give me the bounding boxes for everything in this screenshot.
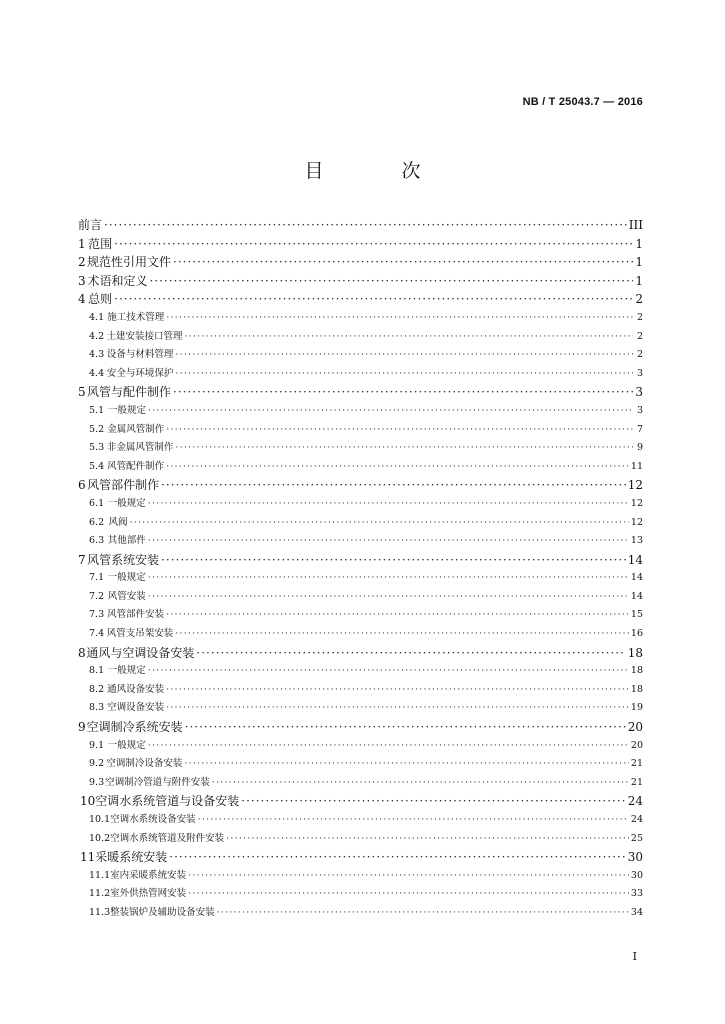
toc-entry-page: 14 — [630, 590, 643, 602]
standard-code: NB / T 25043.7 — 2016 — [522, 96, 643, 108]
toc-leader-dots — [188, 885, 629, 904]
toc-entry-label: 空调水系统管道及附件安装 — [110, 832, 225, 844]
toc-leader-dots — [175, 346, 633, 365]
toc-entry-label: 通风与空调设备安装 — [86, 645, 195, 660]
toc-leader-dots — [148, 402, 633, 421]
toc-entry[interactable] — [78, 365, 643, 384]
toc-entry-label: 土建安装接口管理 — [106, 330, 183, 342]
toc-entry-label: 总则 — [88, 292, 113, 307]
toc-entry[interactable] — [78, 458, 643, 477]
toc-leader-dots — [166, 681, 629, 700]
toc-entry-label: 一般规定 — [107, 572, 146, 584]
toc-entry-number: 8.3 — [89, 702, 105, 714]
toc-entry-page: 18 — [630, 665, 643, 677]
toc-leader-dots — [185, 718, 626, 737]
toc-leader-dots — [241, 792, 625, 811]
toc-leader-dots — [148, 532, 629, 551]
toc-entry-page: 34 — [630, 906, 643, 918]
toc-entry-page: 30 — [630, 869, 643, 881]
toc-entry-page: 20 — [627, 720, 643, 735]
toc-entry-label: 空调制冷管道与附件安装 — [105, 776, 210, 788]
toc-leader-dots — [114, 235, 633, 254]
toc-entry[interactable] — [78, 328, 643, 347]
toc-entry-number: 5.1 — [89, 404, 105, 416]
toc-entry[interactable] — [78, 718, 643, 737]
toc-entry[interactable] — [78, 346, 643, 365]
toc-entry-number: 11 — [80, 850, 96, 865]
toc-entry-number: 7.1 — [89, 572, 105, 584]
toc-entry-number: 4 — [78, 292, 86, 307]
toc-entry-page: 21 — [630, 776, 643, 788]
toc-leader-dots — [184, 755, 629, 774]
toc-entry-page: 13 — [630, 535, 643, 547]
toc-entry-number: 3 — [78, 273, 86, 288]
toc-entry-number: 11.3 — [89, 906, 111, 918]
toc-entry[interactable] — [78, 439, 643, 458]
toc-entry[interactable] — [78, 830, 643, 849]
toc-entry-page: 11 — [630, 460, 643, 472]
toc-leader-dots — [166, 606, 629, 625]
toc-entry-label: 风管部件安装 — [107, 609, 165, 621]
toc-entry-label: 一般规定 — [107, 404, 146, 416]
toc-entry[interactable] — [78, 904, 643, 923]
toc-leader-dots — [166, 309, 633, 328]
toc-entry[interactable] — [78, 588, 643, 607]
toc-entry-page: 2 — [636, 330, 643, 342]
toc-entry-page: 2 — [635, 292, 643, 307]
toc-entry-number: 4.2 — [89, 330, 105, 342]
toc-leader-dots — [188, 867, 629, 886]
toc-entry-page: 7 — [636, 423, 643, 435]
table-of-contents — [78, 216, 643, 923]
toc-entry-label: 风管与配件制作 — [87, 385, 172, 400]
toc-entry-number: 9 — [78, 720, 86, 735]
toc-entry-label: 设备与材料管理 — [106, 349, 174, 361]
toc-entry[interactable] — [78, 755, 643, 774]
toc-entry[interactable] — [78, 681, 643, 700]
toc-entry-label: 一般规定 — [107, 665, 146, 677]
toc-entry-number: 10.2 — [89, 832, 111, 844]
toc-leader-dots — [149, 272, 633, 291]
toc-entry-page: 24 — [627, 794, 643, 809]
toc-entry-label: 一般规定 — [107, 739, 146, 751]
toc-leader-dots — [161, 551, 626, 570]
toc-entry[interactable] — [78, 885, 643, 904]
toc-entry[interactable] — [78, 421, 643, 440]
toc-entry-label: 通风设备安装 — [107, 683, 165, 695]
toc-entry-label: 空调水系统设备安装 — [110, 814, 196, 825]
toc-entry-number: 5 — [78, 385, 86, 400]
toc-entry-label: 整装锅炉及辅助设备安装 — [110, 906, 215, 918]
toc-entry-number: 7.3 — [89, 609, 105, 621]
toc-entry-label: 空调制冷设备安装 — [106, 758, 183, 770]
toc-entry-number: 6.3 — [89, 535, 105, 547]
toc-entry-number: 7.4 — [89, 628, 105, 640]
toc-entry-page: 2 — [636, 311, 643, 323]
toc-leader-dots — [173, 253, 633, 272]
toc-entry-page: 2 — [636, 349, 643, 361]
toc-entry-page: 18 — [630, 683, 643, 695]
toc-entry-page: 16 — [630, 628, 643, 640]
toc-entry-label: 室内采暖系统安装 — [110, 869, 187, 881]
toc-entry-label: 其他部件 — [107, 535, 146, 547]
toc-leader-dots — [114, 290, 633, 309]
toc-entry-number: 11.1 — [89, 869, 111, 881]
toc-entry-label: 规范性引用文件 — [87, 255, 172, 270]
toc-entry[interactable] — [78, 551, 643, 570]
toc-entry-label: 室外供热管网安装 — [110, 888, 187, 900]
toc-leader-dots — [148, 662, 629, 681]
toc-entry-number: 4.1 — [89, 311, 105, 323]
toc-leader-dots — [185, 328, 633, 347]
toc-entry-label: 施工技术管理 — [107, 311, 165, 323]
toc-entry-number: 11.2 — [89, 888, 111, 900]
toc-entry-page: 24 — [630, 814, 643, 825]
toc-entry-number: 6.1 — [89, 497, 105, 509]
toc-entry-label: 采暖系统安装 — [95, 850, 168, 865]
toc-entry-page: 1 — [635, 236, 643, 251]
toc-entry-page: 9 — [636, 442, 643, 454]
toc-entry-page: 3 — [636, 404, 643, 416]
toc-leader-dots — [148, 495, 629, 514]
toc-entry-page: 12 — [630, 516, 643, 528]
toc-leader-dots — [175, 625, 629, 644]
toc-entry-page: 18 — [627, 645, 643, 660]
toc-entry-page: 3 — [636, 367, 643, 379]
toc-leader-dots — [198, 811, 629, 830]
toc-entry[interactable] — [78, 216, 643, 235]
toc-entry-label: 风管部件制作 — [87, 478, 160, 493]
toc-leader-dots — [169, 848, 625, 867]
toc-leader-dots — [166, 421, 633, 440]
toc-leader-dots — [217, 904, 629, 923]
toc-leader-dots — [166, 458, 629, 477]
toc-entry[interactable] — [78, 737, 643, 756]
toc-entry-page: 33 — [630, 888, 643, 900]
toc-entry-label: 风管系统安装 — [87, 552, 160, 567]
toc-entry-page: 19 — [630, 702, 643, 714]
toc-entry-label: 术语和定义 — [87, 273, 148, 288]
toc-entry-number: 2 — [78, 255, 86, 270]
toc-entry-page: 30 — [627, 850, 643, 865]
toc-entry[interactable] — [78, 699, 643, 718]
toc-entry-number: 5.3 — [89, 442, 105, 454]
toc-entry-number: 8.2 — [89, 683, 105, 695]
toc-entry-label: 一般规定 — [107, 497, 146, 509]
toc-leader-dots — [175, 365, 633, 384]
toc-entry[interactable] — [78, 514, 643, 533]
toc-leader-dots — [196, 644, 625, 663]
toc-entry-label: 风管安装 — [107, 590, 146, 602]
toc-entry[interactable] — [78, 402, 643, 421]
toc-entry-label: 空调水系统管道与设备安装 — [95, 794, 240, 809]
toc-entry-page: 14 — [627, 552, 643, 567]
toc-leader-dots — [173, 383, 633, 402]
toc-leader-dots — [226, 830, 629, 849]
toc-leader-dots — [104, 216, 627, 235]
toc-entry[interactable] — [78, 662, 643, 681]
toc-entry[interactable] — [78, 625, 643, 644]
toc-entry[interactable] — [78, 569, 643, 588]
toc-entry[interactable] — [78, 867, 643, 886]
toc-leader-dots — [166, 699, 629, 718]
toc-entry-number: 7 — [78, 552, 86, 567]
toc-entry-number: 10.1 — [89, 814, 111, 825]
toc-entry[interactable] — [78, 272, 643, 291]
toc-leader-dots — [212, 774, 629, 793]
toc-leader-dots — [148, 588, 629, 607]
toc-entry[interactable] — [78, 253, 643, 272]
toc-entry-page: III — [628, 218, 643, 232]
toc-entry-number: 8.1 — [89, 665, 105, 677]
toc-entry-number: 9.2 — [89, 758, 105, 770]
toc-entry[interactable] — [78, 383, 643, 402]
toc-entry[interactable] — [78, 495, 643, 514]
toc-entry-number: 8 — [78, 645, 86, 660]
toc-entry[interactable] — [78, 848, 643, 867]
toc-entry-number: 9.1 — [89, 739, 105, 751]
toc-leader-dots — [175, 439, 633, 458]
toc-leader-dots — [148, 569, 629, 588]
toc-entry-label: 非金属风管制作 — [106, 442, 174, 454]
toc-entry-number: 4.3 — [89, 349, 105, 361]
toc-entry-page: 12 — [627, 478, 643, 493]
toc-entry-page: 14 — [630, 572, 643, 584]
toc-entry-label: 空调制冷系统安装 — [86, 720, 183, 735]
toc-entry-number: 5.2 — [89, 423, 105, 435]
toc-leader-dots — [161, 476, 626, 495]
toc-entry-number: 10 — [80, 794, 96, 809]
toc-leader-dots — [148, 737, 629, 756]
toc-entry-number: 1 — [78, 236, 86, 251]
toc-entry-number: 5.4 — [89, 460, 105, 472]
toc-entry[interactable] — [78, 811, 643, 830]
toc-entry-page: 1 — [635, 255, 643, 270]
toc-entry-number: 4.4 — [89, 367, 105, 379]
toc-entry[interactable] — [78, 532, 643, 551]
toc-entry-page: 25 — [630, 832, 643, 844]
toc-entry[interactable] — [78, 644, 643, 663]
toc-entry-label: 空调设备安装 — [107, 702, 165, 714]
toc-entry[interactable] — [78, 606, 643, 625]
toc-entry-label: 风管配件制作 — [107, 460, 165, 472]
toc-entry[interactable] — [78, 774, 643, 793]
toc-entry-page: 21 — [630, 758, 643, 770]
toc-entry-label: 风阀 — [108, 516, 128, 528]
toc-entry[interactable] — [78, 792, 643, 811]
toc-entry-label: 金属风管制作 — [107, 423, 165, 435]
toc-leader-dots — [130, 514, 629, 533]
toc-entry-page: 12 — [630, 497, 643, 509]
page-number: I — [632, 950, 637, 963]
toc-entry-number: 7.2 — [89, 590, 105, 602]
toc-entry-page: 3 — [635, 385, 643, 400]
toc-entry[interactable] — [78, 309, 643, 328]
toc-entry-number: 9.3 — [89, 776, 105, 788]
toc-entry[interactable] — [78, 476, 643, 495]
toc-entry-page: 15 — [630, 609, 643, 621]
toc-entry-page: 1 — [635, 273, 643, 288]
toc-entry-page: 20 — [630, 739, 643, 751]
page-title: 目 次 — [304, 160, 457, 182]
toc-entry[interactable] — [78, 290, 643, 309]
toc-entry-label: 范围 — [88, 236, 113, 251]
toc-entry-label: 风管支吊架安装 — [106, 628, 174, 640]
toc-entry-label: 安全与环境保护 — [106, 367, 174, 379]
toc-entry-number: 6.2 — [89, 516, 105, 528]
toc-entry[interactable] — [78, 235, 643, 254]
toc-entry-number: 6 — [78, 478, 86, 493]
toc-entry-label: 前言 — [78, 218, 103, 232]
